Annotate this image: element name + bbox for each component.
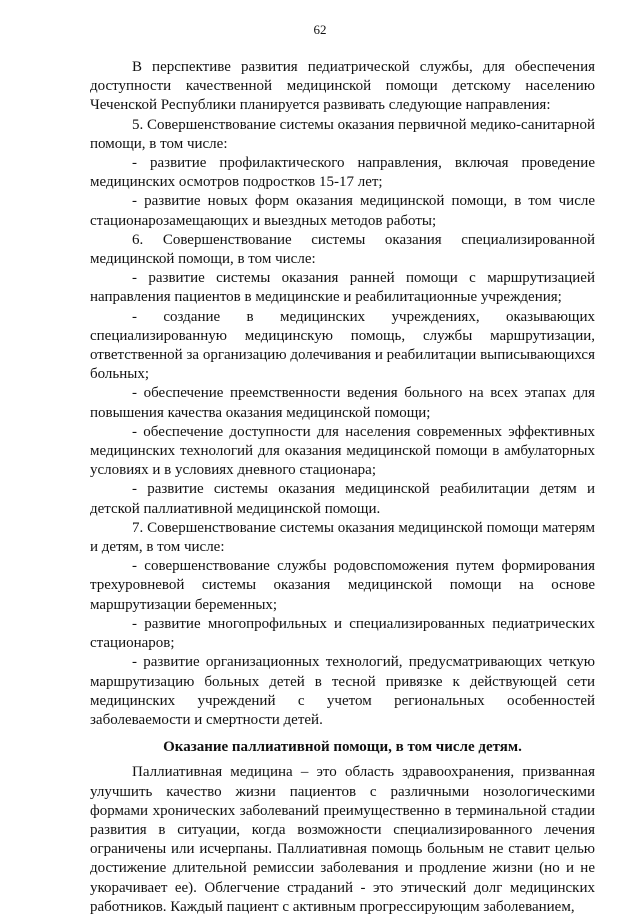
item-7-heading: 7. Совершенствование системы оказания медицинской помощи матерям и детям, в том числе: xyxy=(90,519,595,556)
item-6-heading: 6. Совершенствование системы оказания специализированной медицинской помощи, в том числе: xyxy=(90,231,595,268)
bullet-item: - создание в медицинских учреждениях, оказывающих специализированную медицинскую помощь, службы маршрутизации, ответственной за организацию долечивания и реабилитации выписывающихся больных; xyxy=(90,308,595,383)
bullet-item: - развитие многопрофильных и специализированных педиатрических стационаров; xyxy=(90,615,595,652)
bullet-item: - совершенствование службы родовспоможения путем формирования трехуровневой системы оказания медицинской помощи на основе маршрутизации беременных; xyxy=(90,558,595,613)
section-heading: Оказание паллиативной помощи, в том числе детям. xyxy=(163,739,522,756)
bullet-item: - обеспечение преемственности ведения больного на всех этапах для повышения качества оказания медицинской помощи; xyxy=(90,385,595,421)
bullet-item: - развитие профилактического направления, включая проведение медицинских осмотров подростков 15-17 лет; xyxy=(90,155,595,191)
page-number: 62 xyxy=(313,22,327,37)
document-body xyxy=(90,58,595,917)
bullet-item: - развитие системы оказания ранней помощи с маршрутизацией направления пациентов в медицинские и реабилитационные учреждения; xyxy=(90,270,595,306)
section-paragraph: Паллиативная медицина – это область здравоохранения, призванная улучшить качество жизни пациентов с различными нозологическими формами хронических заболеваний преимущественно в терминальной стадии развития в ситуации, когда возможности специализированного лечения ограничены или исчерпаны. Паллиативная помощь больным не ставит целью достижение длительной ремиссии заболевания и продление жизни (но и не укорачивает ее). Облегчение страданий - это этический долг медицинских работников. Каждый пациент с активным прогрессирующим заболеванием, xyxy=(90,764,595,915)
bullet-item: - развитие организационных технологий, предусматривающих четкую маршрутизацию больных детей в тесной привязке к действующей сети медицинских учреждений с учетом региональных особенностей заболеваемости и смертности детей. xyxy=(90,654,595,728)
bullet-item: - развитие системы оказания медицинской реабилитации детям и детской паллиативной медицинской помощи. xyxy=(90,481,595,517)
bullet-item: - развитие новых форм оказания медицинской помощи, в том числе стационарозамещающих и выездных методов работы; xyxy=(90,193,595,229)
intro-paragraph: В перспективе развития педиатрической службы, для обеспечения доступности качественной медицинской помощи детскому населению Чеченской Республики планируется развивать следующие направления: xyxy=(90,59,595,114)
item-5-heading: 5. Совершенствование системы оказания первичной медико-санитарной помощи, в том числе: xyxy=(90,116,595,152)
bullet-item: - обеспечение доступности для населения современных эффективных медицинских технологий для оказания медицинской помощи в амбулаторных условиях и в условиях дневного стационара; xyxy=(90,423,595,479)
